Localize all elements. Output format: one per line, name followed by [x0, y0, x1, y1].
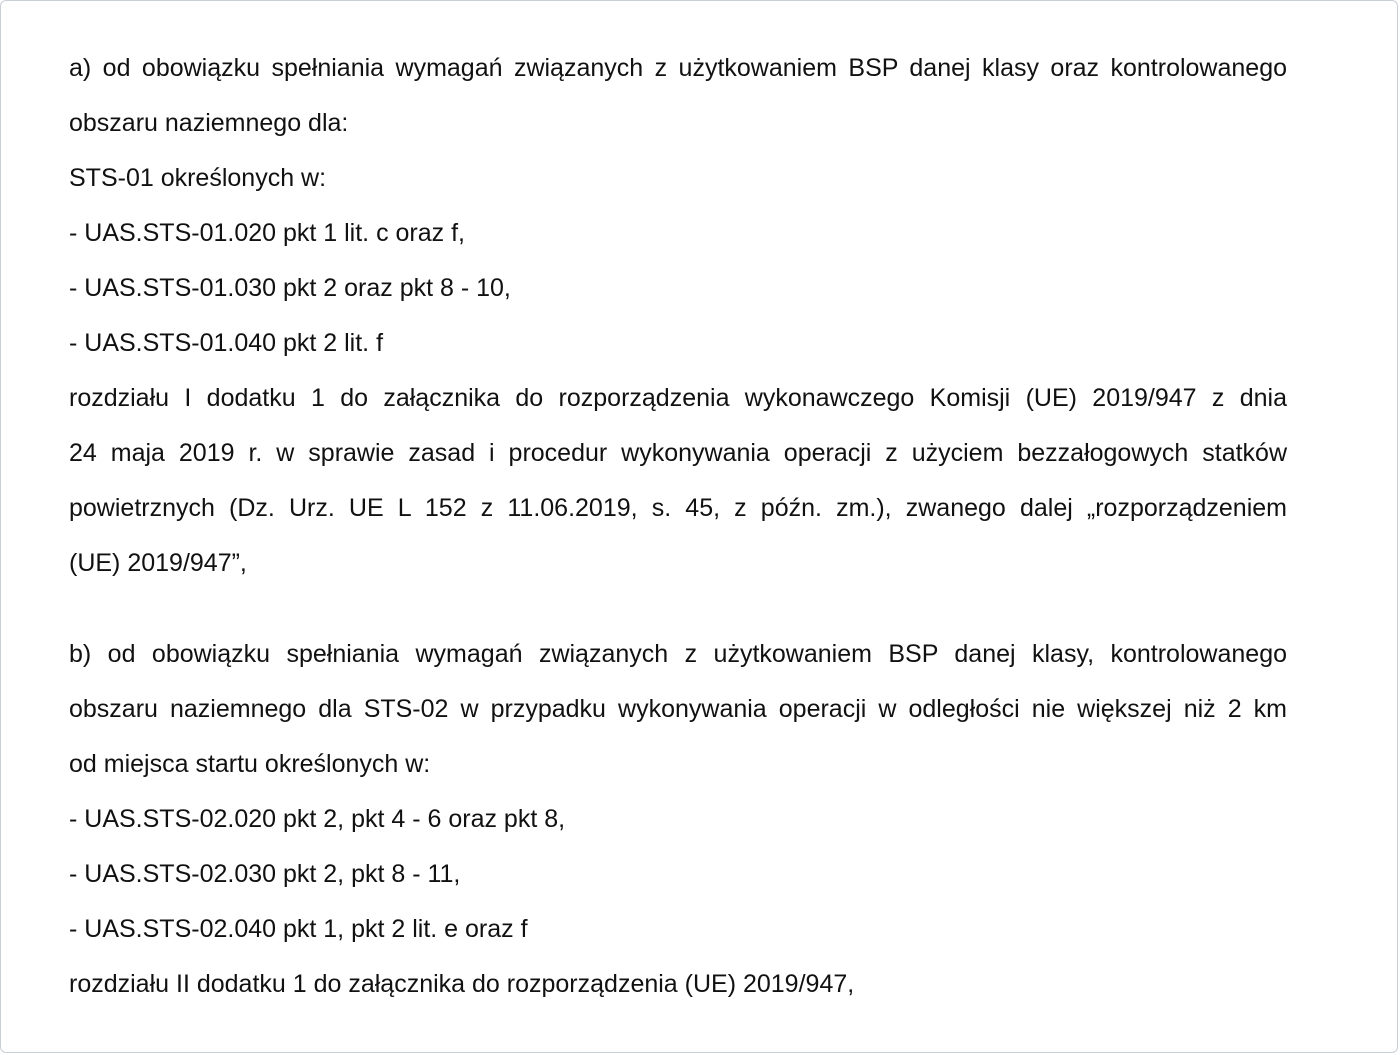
section-b-item-3: - UAS.STS-02.040 pkt 1, pkt 2 lit. e oraz f: [69, 915, 528, 943]
section-a-ref-line-1: rozdziału I dodatku 1 do załącznika do rozporządzenia wykonawczego Komisji (UE) 2019/947 z dnia: [69, 384, 1287, 412]
section-a-item-2: - UAS.STS-01.030 pkt 2 oraz pkt 8 - 10,: [69, 274, 511, 302]
section-b-line-2: obszaru naziemnego dla STS-02 w przypadku wykonywania operacji w odległości nie większej niż 2 km: [69, 695, 1287, 723]
section-a-item-1: - UAS.STS-01.020 pkt 1 lit. c oraz f,: [69, 219, 465, 247]
section-a-line-2: obszaru naziemnego dla:: [69, 109, 349, 137]
document-body: [69, 41, 1287, 1012]
section-a-line-3: STS-01 określonych w:: [69, 164, 327, 192]
section-a: [69, 41, 1287, 591]
section-a-line-1: a) od obowiązku spełniania wymagań związanych z użytkowaniem BSP danej klasy oraz kontrolowanego: [69, 54, 1287, 82]
section-b-line-1: b) od obowiązku spełniania wymagań związanych z użytkowaniem BSP danej klasy, kontrolowanego: [69, 640, 1287, 668]
section-b-line-3: od miejsca startu określonych w:: [69, 750, 431, 778]
section-b-item-1: - UAS.STS-02.020 pkt 2, pkt 4 - 6 oraz pkt 8,: [69, 805, 566, 833]
section-a-ref-line-2: 24 maja 2019 r. w sprawie zasad i procedur wykonywania operacji z użyciem bezzałogowych statków: [69, 439, 1287, 467]
section-a-item-3: - UAS.STS-01.040 pkt 2 lit. f: [69, 329, 384, 357]
paragraph-gap: [69, 591, 1287, 627]
section-b-ref-line-1: rozdziału II dodatku 1 do załącznika do rozporządzenia (UE) 2019/947,: [69, 970, 855, 998]
section-a-ref-line-4: (UE) 2019/947”,: [69, 549, 247, 577]
section-b: [69, 627, 1287, 1012]
section-b-item-2: - UAS.STS-02.030 pkt 2, pkt 8 - 11,: [69, 860, 461, 888]
section-a-ref-line-3: powietrznych (Dz. Urz. UE L 152 z 11.06.2019, s. 45, z późn. zm.), zwanego dalej „rozporządzeniem: [69, 494, 1287, 522]
